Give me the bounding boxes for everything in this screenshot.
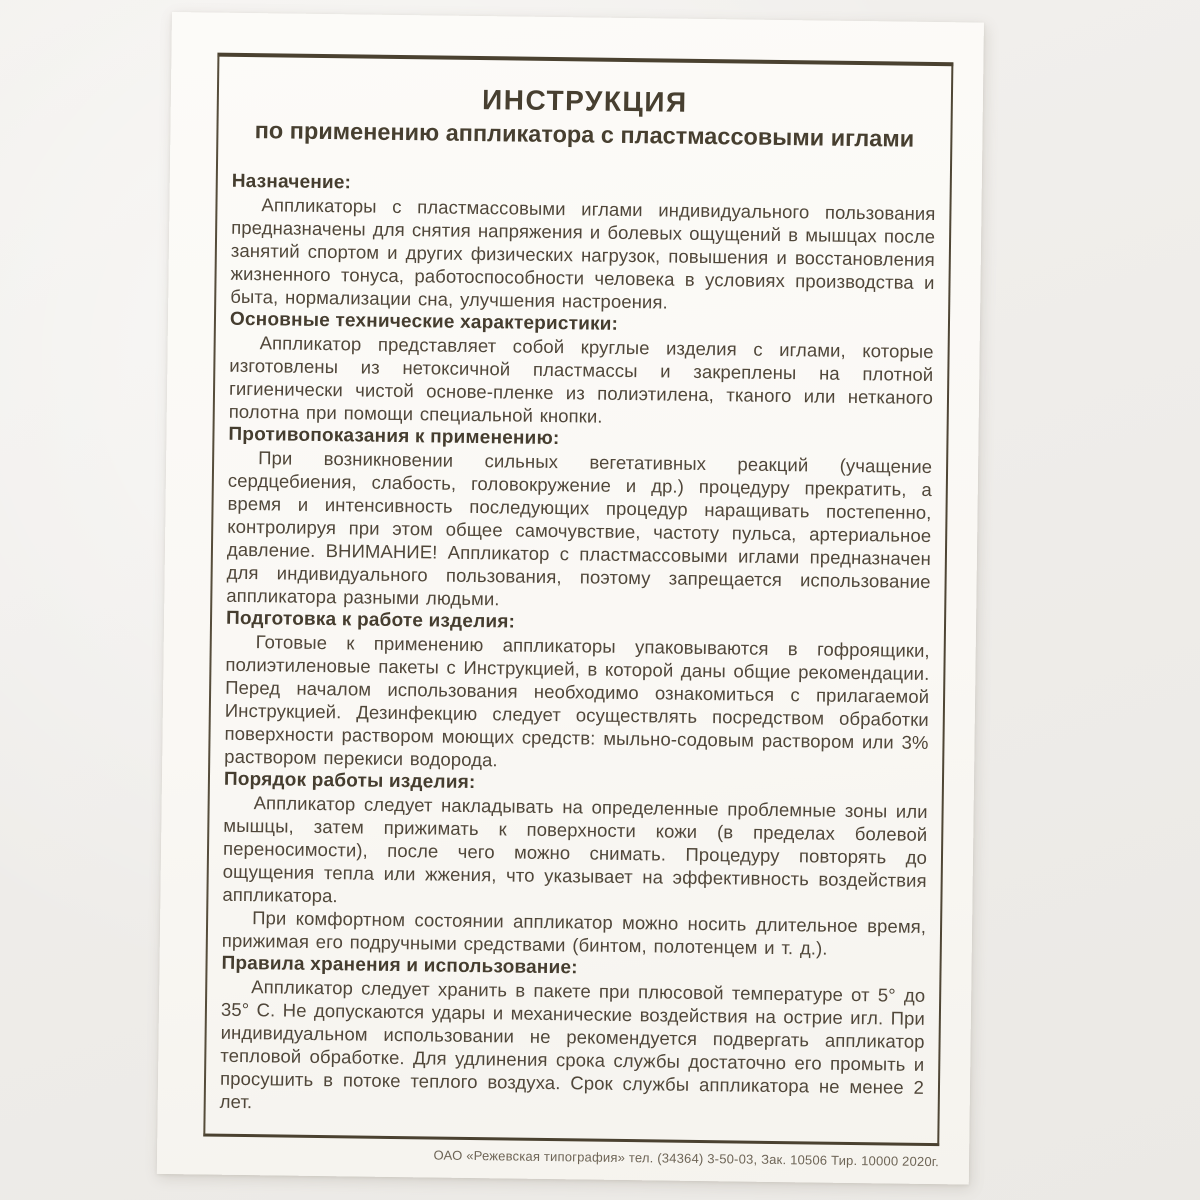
section-preparation <box>224 607 930 777</box>
section-tech-characteristics <box>229 308 934 432</box>
section-paragraph: Аппликатор следует накладывать на определенные проблемные зоны или мышцы, затем прижимать к поверхности кожи (в пределах болевой переносимости), после чего можно снимать. Процедуру повторять до ощущения тепла или жжения, что указывает на эффективность воздействия аппликатора. <box>222 792 928 907</box>
section-paragraph: Аппликатор следует хранить в пакете при плюсовой температуре от 5° до 35° С. Не допускаются удары и механические воздействия на острие игл. При индивидуальном использовании не рекомендуется подвергать аппликатор тепловой обработке. Для удлинения срока службы достаточно его промыть и просушить в потоке теплого воздуха. Срок службы аппликатора не менее 2 лет. <box>219 976 926 1113</box>
instruction-subtitle: по применению аппликатора с пластмассовыми иглами <box>254 117 915 152</box>
section-paragraph: Аппликаторы с пластмассовыми иглами индивидуального пользования предназначены для снятия напряжения и болевых ощущений в мышцах после занятий спортом и других физических нагрузок, повышения и восстановления жизненного тонуса, работоспособности человека в условиях производства и быта, нормализации сна, улучшения настроения. <box>230 194 936 313</box>
section-contraindications <box>226 423 932 616</box>
section-heading: Порядок работы изделия: <box>223 768 476 794</box>
border-frame <box>203 53 953 1147</box>
section-paragraph: При комфортном состоянии аппликатор можно носить длительное время, прижимая его подручными средствами (бинтом, полотенцем и т. д.). <box>221 907 927 959</box>
paper-sheet <box>157 12 984 1185</box>
section-heading: Правила хранения и использование: <box>221 952 578 979</box>
section-paragraph: Аппликатор представляет собой круглые изделия с иглами, которые изготовлены из нетоксичной пластмассы и закреплены на плотной гигиенически чистой основе-пленке из полиэтилена, тканого или нетканого полотна при помощи специальной кнопки. <box>228 332 934 427</box>
section-usage-order <box>222 768 928 961</box>
section-heading: Основные технические характеристики: <box>229 308 619 335</box>
instruction-title: ИНСТРУКЦИЯ <box>481 84 688 118</box>
section-naznachenie <box>230 170 936 317</box>
section-heading: Назначение: <box>231 170 352 194</box>
section-heading: Подготовка к работе изделия: <box>225 607 516 633</box>
section-paragraph: При возникновении сильных вегетативных реакций (учащение сердцебиения, слабость, головокружение и др.) процедуру прекратить, а время и интенсивность последующих процедур наращивать постепенно, контролируя при этом общее самочувствие, частоту пульса, артериальное давление. ВНИМАНИЕ! Аппликатор с пластмассовыми иглами предназначен для индивидуального пользования, поэтому запрещается использование аппликатора разными людьми. <box>226 447 933 610</box>
section-paragraph: Готовые к применению аппликаторы упаковываются в гофроящики, полиэтиленовые пакеты с Инструкцией, в которой даны общие рекомендации. Перед началом использования необходимо ознакомиться с прилагаемой Инструкцией. Дезинфекцию следует осуществлять посредством обработки поверхности раствором моющих средств: мыльно-содовым раствором или 3% раствором перекиси водорода. <box>224 631 930 771</box>
section-heading: Противопоказания к применению: <box>228 423 560 450</box>
print-shop-footer: ОАО «Режевская типография» тел. (34364) 3-50-03, Зак. 10506 Тир. 10000 2020г. <box>433 1147 940 1170</box>
section-storage-rules <box>220 952 926 1122</box>
